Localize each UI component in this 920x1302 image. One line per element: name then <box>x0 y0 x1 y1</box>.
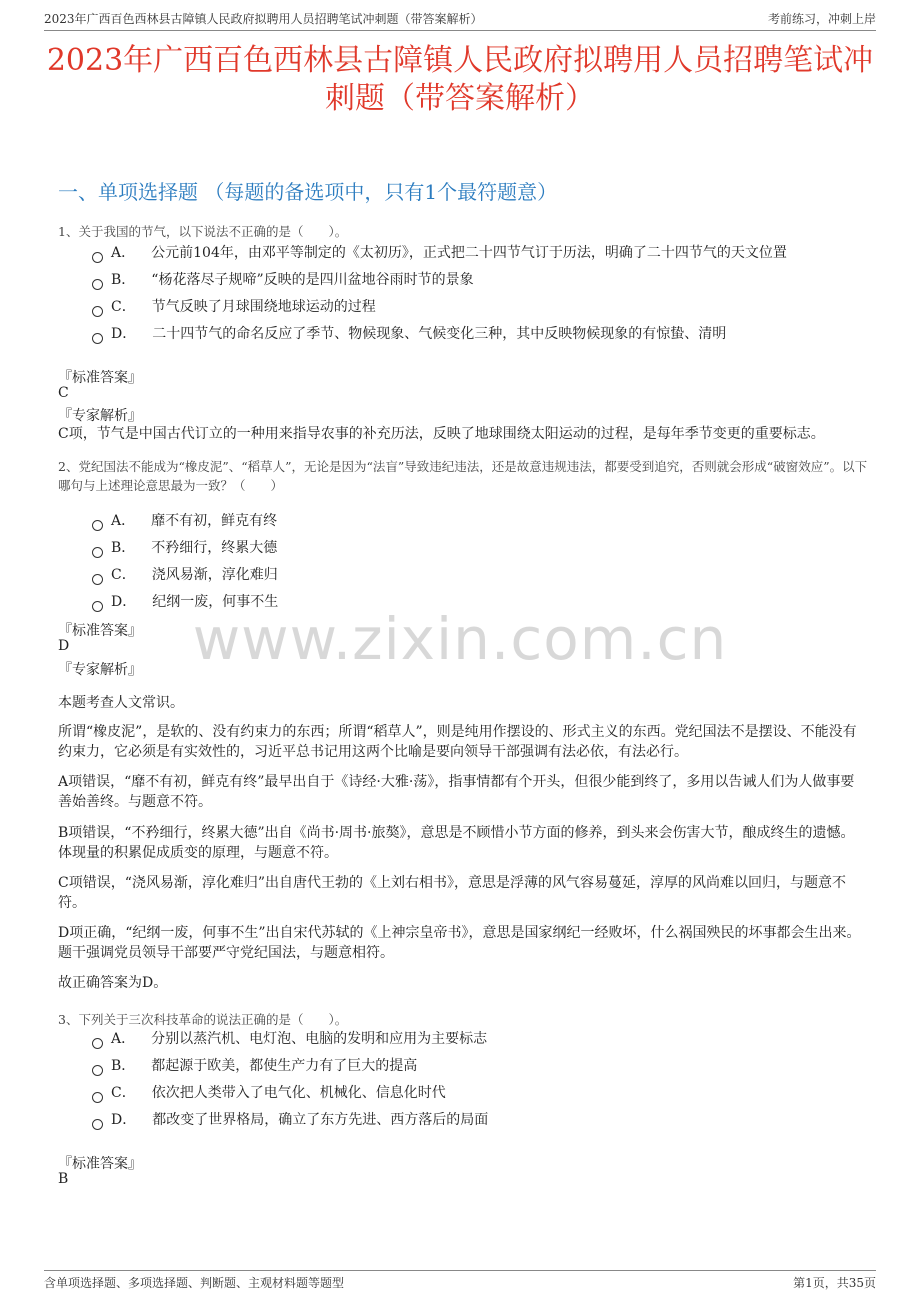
question-2-option-d[interactable]: D． 纪纲一废，何事不生 <box>92 592 278 612</box>
page-footer <box>44 1274 876 1292</box>
analysis-paragraph: C项错误，“浇风易渐，淳化难归”出自唐代王勃的《上刘右相书》，意思是浮薄的风气容易蔓延，淳厚的风尚难以回归，与题意不符。 <box>58 875 847 911</box>
question-1-answer-label: 『标准答案』 <box>58 370 142 386</box>
radio-icon[interactable] <box>92 1065 103 1076</box>
question-3-answer: B <box>58 1171 69 1187</box>
footer-question-types: 含单项选择题、多项选择题、判断题、主观材料题等题型 <box>44 1276 345 1290</box>
analysis-paragraph: A项错误，“靡不有初，鲜克有终”最早出自于《诗经·大雅·荡》，指事情都有个开头，但很少能到终了，多用以告诫人们为人做事要善始善终。与题意不符。 <box>58 774 855 810</box>
radio-icon[interactable] <box>92 279 103 290</box>
analysis-paragraph: 本题考查人文常识。 <box>58 695 184 711</box>
question-2-analysis-label: 『专家解析』 <box>58 662 142 678</box>
analysis-conclusion: 故正确答案为D。 <box>58 975 168 991</box>
question-1-text: 1、关于我国的节气，以下说法不正确的是（ ）。 <box>58 224 348 239</box>
radio-icon[interactable] <box>92 520 103 531</box>
question-1-analysis-label: 『专家解析』 <box>58 408 142 424</box>
question-3-text: 3、下列关于三次科技革命的说法正确的是（ ）。 <box>58 1012 348 1027</box>
radio-icon[interactable] <box>92 252 103 263</box>
header-divider <box>44 30 876 31</box>
header-slogan: 考前练习，冲刺上岸 <box>767 12 876 26</box>
watermark: www.zixin.com.cn <box>192 605 728 673</box>
question-3-answer-label: 『标准答案』 <box>58 1156 142 1172</box>
analysis-paragraph: 所谓“橡皮泥”，是软的、没有约束力的东西；所谓“稻草人”，则是纯用作摆设的、形式主义的东西。党纪国法不是摆设、不能没有约束力，它必须是有实效性的，习近平总书记用这两个比喻是要向领导干部强调有法必依，有法必行。 <box>58 724 857 760</box>
page-number: 第1页，共35页 <box>793 1276 876 1290</box>
radio-icon[interactable] <box>92 547 103 558</box>
question-1-analysis: C项，节气是中国古代订立的一种用来指导农事的补充历法，反映了地球围绕太阳运动的过程，是每年季节变更的重要标志。 <box>58 426 825 442</box>
analysis-paragraph: D项正确，“纪纲一废，何事不生”出自宋代苏轼的《上神宗皇帝书》，意思是国家纲纪一经败坏，什么祸国殃民的坏事都会生出来。题干强调党员领导干部要严守党纪国法，与题意相符。 <box>58 925 861 961</box>
radio-icon[interactable] <box>92 333 103 344</box>
question-2-text: 2、党纪国法不能成为“橡皮泥”、“稻草人”，无论是因为“法盲”导致违纪违法，还是故意违规违法，都要受到追究，否则就会形成“破窗效应”。以下哪句与上述理论意思最为一致？（ ） <box>58 459 868 493</box>
question-1-option-c[interactable]: C． 节气反映了月球围绕地球运动的过程 <box>92 297 376 317</box>
radio-icon[interactable] <box>92 1119 103 1130</box>
question-1-answer: C <box>58 385 69 401</box>
radio-icon[interactable] <box>92 574 103 585</box>
section-heading: 一、单项选择题 （每题的备选项中，只有1个最符题意） <box>58 180 558 204</box>
page-title: 2023年广西百色西林县古障镇人民政府拟聘用人员招聘笔试冲刺题（带答案解析） <box>46 43 874 116</box>
question-3-option-d[interactable]: D． 都改变了世界格局，确立了东方先进、西方落后的局面 <box>92 1110 488 1130</box>
question-1-option-b[interactable]: B． “杨花落尽子规啼”反映的是四川盆地谷雨时节的景象 <box>92 270 474 290</box>
question-2-answer: D <box>58 638 70 654</box>
radio-icon[interactable] <box>92 1038 103 1049</box>
footer-divider <box>44 1270 876 1271</box>
question-2-option-a[interactable]: A． 靡不有初，鲜克有终 <box>92 511 277 531</box>
question-1-option-d[interactable]: D． 二十四节气的命名反应了季节、物候现象、气候变化三种，其中反映物候现象的有惊蛰、清明 <box>92 324 726 344</box>
radio-icon[interactable] <box>92 1092 103 1103</box>
question-3-option-a[interactable]: A． 分别以蒸汽机、电灯泡、电脑的发明和应用为主要标志 <box>92 1029 487 1049</box>
question-2-option-c[interactable]: C． 浇风易渐，淳化难归 <box>92 565 278 585</box>
radio-icon[interactable] <box>92 306 103 317</box>
question-2-answer-label: 『标准答案』 <box>58 623 142 639</box>
analysis-paragraph: B项错误，“不矜细行，终累大德”出自《尚书·周书·旅獒》，意思是不顾惜小节方面的修养，到头来会伤害大节，酿成终生的遗憾。体现量的积累促成质变的原理，与题意不符。 <box>58 825 855 861</box>
question-3-option-b[interactable]: B． 都起源于欧美，都使生产力有了巨大的提高 <box>92 1056 417 1076</box>
question-1-option-a[interactable]: A． 公元前104年，由邓平等制定的《太初历》，正式把二十四节气订于历法，明确了二十四节气的天文位置 <box>92 243 787 263</box>
question-2-option-b[interactable]: B． 不矜细行，终累大德 <box>92 538 277 558</box>
header-doc-title: 2023年广西百色西林县古障镇人民政府拟聘用人员招聘笔试冲刺题（带答案解析） <box>44 12 483 26</box>
page-header <box>44 10 876 28</box>
question-3-option-c[interactable]: C． 依次把人类带入了电气化、机械化、信息化时代 <box>92 1083 446 1103</box>
